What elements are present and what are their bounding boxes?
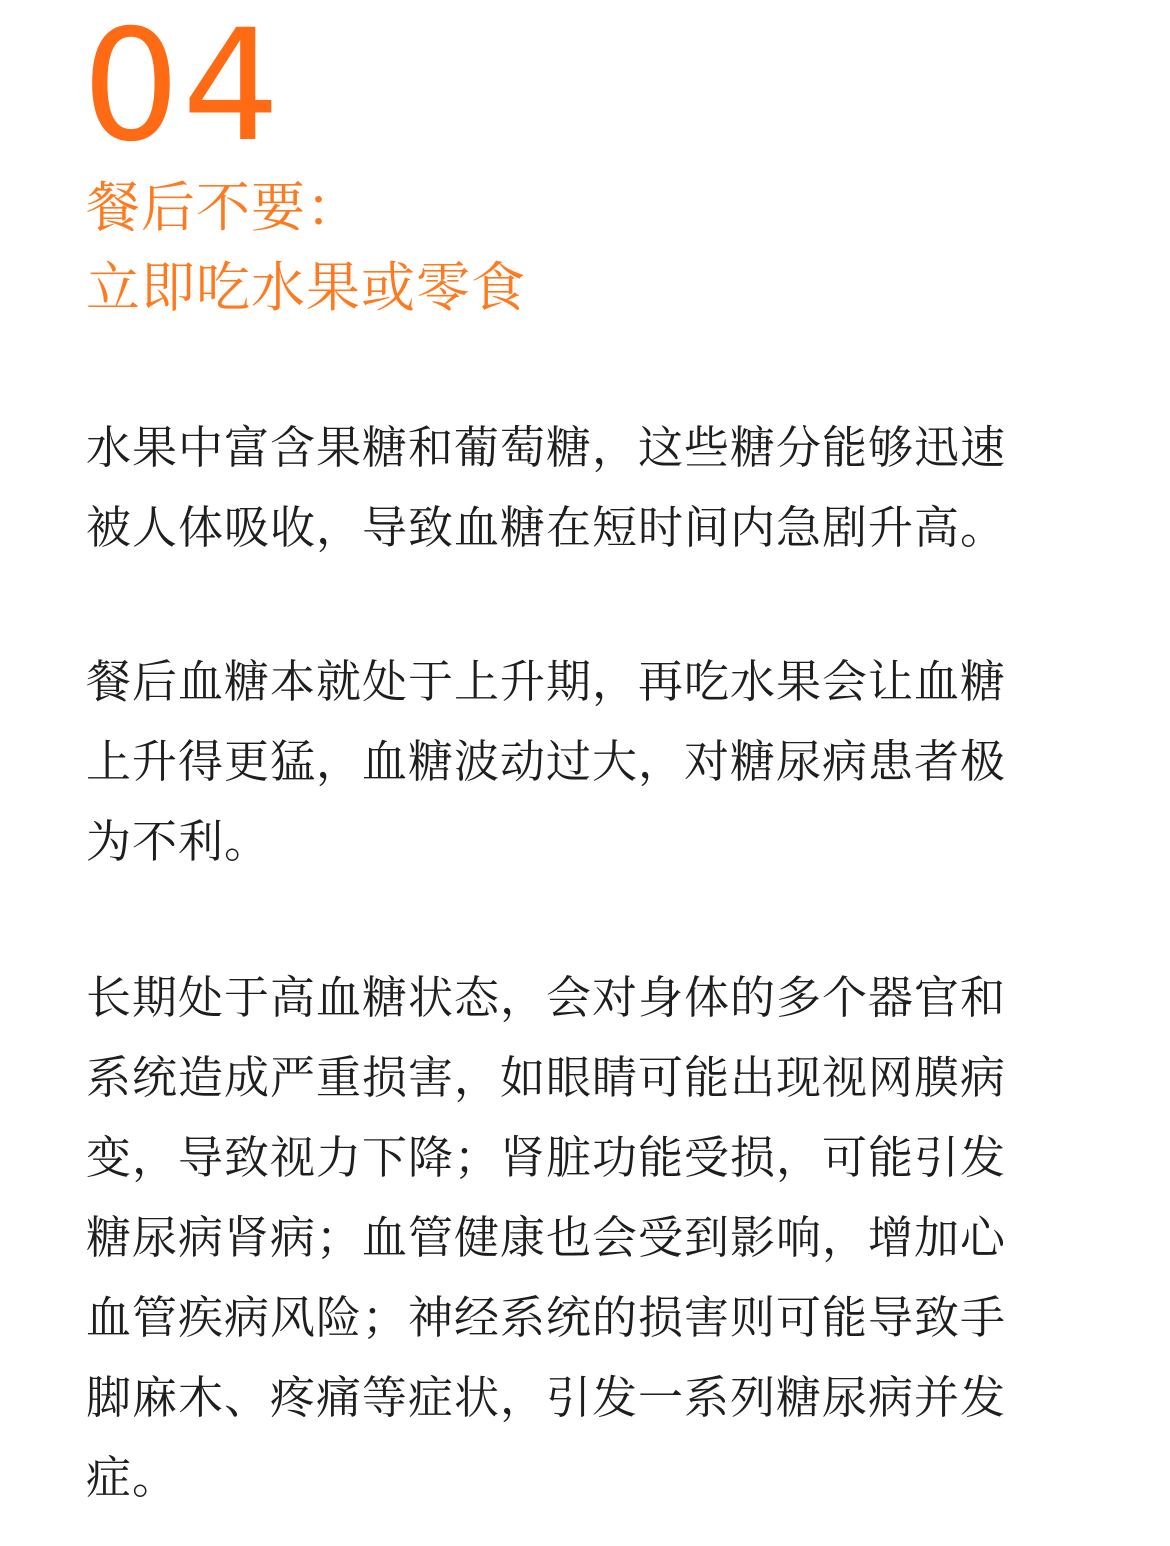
paragraph-line: 变，导致视力下降；肾脏功能受损，可能引发 <box>86 1131 1007 1184</box>
heading-line: 立即吃水果或零食 <box>86 256 526 319</box>
paragraph-line: 水果中富含果糖和葡萄糖，这些糖分能够迅速 <box>86 421 1007 474</box>
paragraph-line: 血管疾病风险；神经系统的损害则可能导致手 <box>86 1291 1007 1344</box>
paragraph-line: 脚麻木、疼痛等症状，引发一系列糖尿病并发 <box>86 1371 1007 1424</box>
paragraph-line: 症。 <box>86 1451 179 1504</box>
paragraph-line: 上升得更猛，血糖波动过大，对糖尿病患者极 <box>86 735 1007 788</box>
section-heading <box>86 168 1086 328</box>
heading-line: 餐后不要： <box>86 176 361 239</box>
paragraph-line: 长期处于高血糖状态，会对身体的多个器官和 <box>86 971 1007 1024</box>
paragraph-line: 系统造成严重损害，如眼睛可能出现视网膜病 <box>86 1051 1007 1104</box>
paragraph-3 <box>86 958 1086 1518</box>
paragraph-line: 糖尿病肾病；血管健康也会受到影响，增加心 <box>86 1211 1007 1264</box>
section-number: 04 <box>82 0 282 176</box>
paragraph-1 <box>86 408 1086 568</box>
paragraph-2 <box>86 642 1086 882</box>
paragraph-line: 为不利。 <box>86 815 271 868</box>
paragraph-line: 被人体吸收，导致血糖在短时间内急剧升高。 <box>86 501 1007 554</box>
paragraph-line: 餐后血糖本就处于上升期，再吃水果会让血糖 <box>86 655 1007 708</box>
